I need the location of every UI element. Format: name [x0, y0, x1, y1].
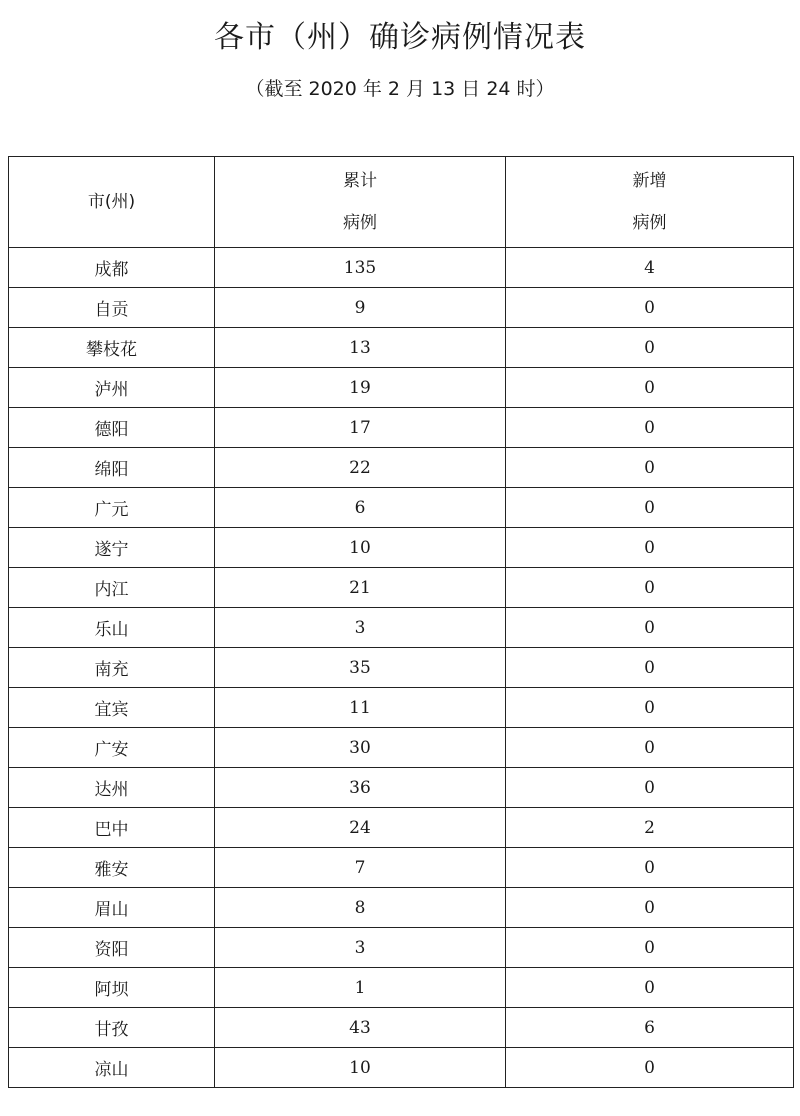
new-cell: 2: [506, 808, 794, 848]
city-cell: 巴中: [9, 808, 215, 848]
table-row: [9, 448, 794, 488]
city-cell: 乐山: [9, 608, 215, 648]
cumulative-cell: 3: [215, 608, 506, 648]
header-cumulative-line1: 累计: [343, 171, 377, 191]
cumulative-cell: 1: [215, 968, 506, 1008]
table-row: [9, 408, 794, 448]
table-row: [9, 928, 794, 968]
city-cell: 广安: [9, 728, 215, 768]
cumulative-cell: 36: [215, 768, 506, 808]
cumulative-cell: 17: [215, 408, 506, 448]
new-cell: 0: [506, 488, 794, 528]
cumulative-cell: 22: [215, 448, 506, 488]
cumulative-cell: 43: [215, 1008, 506, 1048]
new-cell: 0: [506, 1048, 794, 1088]
header-cumulative: [215, 157, 506, 248]
table-row: [9, 248, 794, 288]
header-new-line2: 病例: [632, 213, 667, 233]
city-cell: 遂宁: [9, 528, 215, 568]
cumulative-cell: 3: [215, 928, 506, 968]
page-title: 各市（州）确诊病例情况表: [214, 20, 586, 55]
table-row: [9, 288, 794, 328]
cumulative-cell: 21: [215, 568, 506, 608]
header-cumulative-line2: 病例: [343, 213, 377, 233]
new-cell: 0: [506, 968, 794, 1008]
cumulative-cell: 30: [215, 728, 506, 768]
new-cell: 6: [506, 1008, 794, 1048]
city-cell: 眉山: [9, 888, 215, 928]
header-row: [9, 157, 794, 248]
new-cell: 0: [506, 768, 794, 808]
cumulative-cell: 8: [215, 888, 506, 928]
new-cell: 4: [506, 248, 794, 288]
table-row: [9, 528, 794, 568]
table-row: [9, 1008, 794, 1048]
header-city: [9, 157, 215, 248]
city-cell: 攀枝花: [9, 328, 215, 368]
page-subtitle: （截至 2020 年 2 月 13 日 24 时）: [245, 78, 555, 100]
table-row: [9, 848, 794, 888]
cumulative-cell: 7: [215, 848, 506, 888]
city-cell: 德阳: [9, 408, 215, 448]
city-cell: 宜宾: [9, 688, 215, 728]
table-row: [9, 968, 794, 1008]
new-cell: 0: [506, 528, 794, 568]
table-row: [9, 728, 794, 768]
new-cell: 0: [506, 568, 794, 608]
table-row: [9, 688, 794, 728]
new-cell: 0: [506, 288, 794, 328]
header-new-line1: 新增: [632, 171, 667, 191]
cumulative-cell: 13: [215, 328, 506, 368]
table-row: [9, 368, 794, 408]
cumulative-cell: 10: [215, 528, 506, 568]
table-row: [9, 808, 794, 848]
table-row: [9, 1048, 794, 1088]
table-row: [9, 568, 794, 608]
city-cell: 广元: [9, 488, 215, 528]
table-row: [9, 768, 794, 808]
city-cell: 南充: [9, 648, 215, 688]
table-row: [9, 648, 794, 688]
new-cell: 0: [506, 368, 794, 408]
cumulative-cell: 24: [215, 808, 506, 848]
cumulative-cell: 35: [215, 648, 506, 688]
city-cell: 达州: [9, 768, 215, 808]
city-cell: 雅安: [9, 848, 215, 888]
new-cell: 0: [506, 608, 794, 648]
new-cell: 0: [506, 848, 794, 888]
new-cell: 0: [506, 448, 794, 488]
cumulative-cell: 9: [215, 288, 506, 328]
new-cell: 0: [506, 888, 794, 928]
city-cell: 资阳: [9, 928, 215, 968]
new-cell: 0: [506, 688, 794, 728]
new-cell: 0: [506, 328, 794, 368]
city-cell: 泸州: [9, 368, 215, 408]
table-body: [9, 248, 794, 1088]
city-cell: 自贡: [9, 288, 215, 328]
new-cell: 0: [506, 648, 794, 688]
new-cell: 0: [506, 928, 794, 968]
table-row: [9, 488, 794, 528]
new-cell: 0: [506, 728, 794, 768]
city-cell: 凉山: [9, 1048, 215, 1088]
city-cell: 甘孜: [9, 1008, 215, 1048]
table-row: [9, 608, 794, 648]
header-city-label: 市(州): [87, 192, 136, 212]
table-header: [9, 157, 794, 248]
cumulative-cell: 19: [215, 368, 506, 408]
table-row: [9, 328, 794, 368]
city-cell: 阿坝: [9, 968, 215, 1008]
city-cell: 成都: [9, 248, 215, 288]
city-cell: 绵阳: [9, 448, 215, 488]
cases-table: [8, 156, 794, 1088]
table-row: [9, 888, 794, 928]
new-cell: 0: [506, 408, 794, 448]
city-cell: 内江: [9, 568, 215, 608]
cumulative-cell: 135: [215, 248, 506, 288]
cumulative-cell: 11: [215, 688, 506, 728]
cumulative-cell: 10: [215, 1048, 506, 1088]
cumulative-cell: 6: [215, 488, 506, 528]
header-new: [506, 157, 794, 248]
